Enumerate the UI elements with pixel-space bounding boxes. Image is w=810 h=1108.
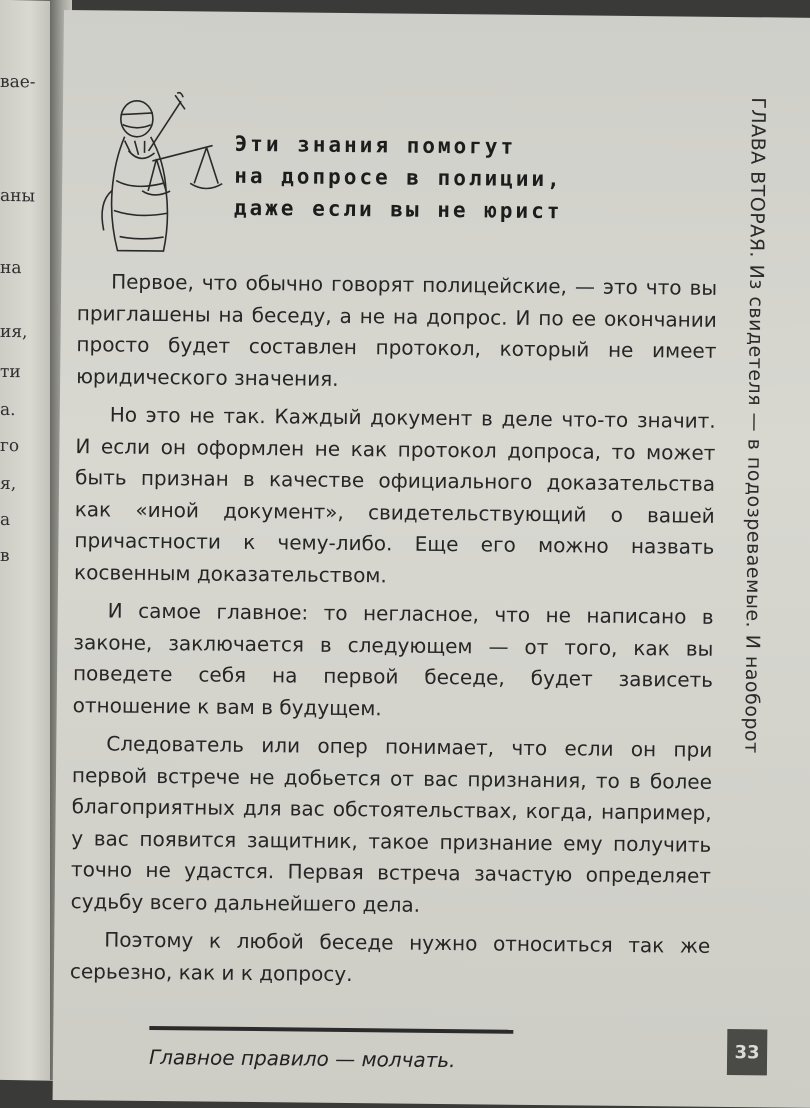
chapter-running-title: [732, 97, 770, 817]
chapter-subtitle: Из свидетеля — в подозреваемые. И наоборот: [740, 264, 768, 754]
left-page-fragment: вае-: [0, 71, 36, 93]
heading-line: даже если вы не юрист: [233, 195, 563, 224]
section-heading: [234, 128, 655, 228]
left-page-fragment: ти: [0, 361, 21, 383]
chapter-label: ГЛАВА ВТОРАЯ.: [745, 97, 770, 259]
left-page-fragment: на: [0, 257, 22, 279]
paragraph: И самое главное: то негласное, что не написано в законе, заключается в следующем — от того, как вы поведете себя на первой беседе, будет зависеть отношение к вам в будущем.: [72, 598, 714, 720]
heading-line: Эти знания помогут: [234, 131, 517, 159]
page-number: 33: [727, 1029, 767, 1075]
book-page: [53, 10, 810, 1108]
heading-line: на допросе в полиции,: [234, 163, 563, 192]
left-page-fragment: в: [0, 545, 10, 566]
body-text: [70, 266, 718, 1001]
left-page-fragment: го: [0, 435, 20, 457]
left-page-fragment: я,: [0, 473, 17, 495]
footer-rule: [149, 1026, 513, 1034]
paragraph: Но это не так. Каждый документ в деле что-то значит. И если он оформлен не как протокол допроса, то может быть признан в качестве официального доказательства как «иной документ», свидетельствующий о вашей причастности к чему-либо. Еще его можно назвать косвенным доказательством.: [73, 402, 716, 587]
left-page-fragment: аны: [0, 185, 35, 207]
paragraph: Следователь или опер понимает, что если он при первой встрече не добьется от вас признания, то в более благоприятных для вас обстоятельствах, когда, например, у вас появится защитник, такое признание ему получить точно не удастся. Первая встреча зачастую определяет судьбу всего дальнейшего дела.: [70, 731, 713, 917]
paragraph: Поэтому к любой беседе нужно относиться так же серьезно, как и к допросу.: [69, 927, 711, 986]
paragraph: Первое, что обычно говорят полицейские, — это что вы приглашены на беседу, а не на допрос. И по ее окончании просто будет составлен протокол, который не имеет юридического значения.: [76, 269, 718, 391]
footer-caption: Главное правило — молчать.: [148, 1044, 456, 1073]
left-page-fragment: а.: [0, 399, 16, 421]
left-page-fragment: ия,: [0, 321, 28, 343]
left-page-fragment: а: [0, 509, 11, 531]
themis-justice-scales-icon: [83, 90, 225, 261]
